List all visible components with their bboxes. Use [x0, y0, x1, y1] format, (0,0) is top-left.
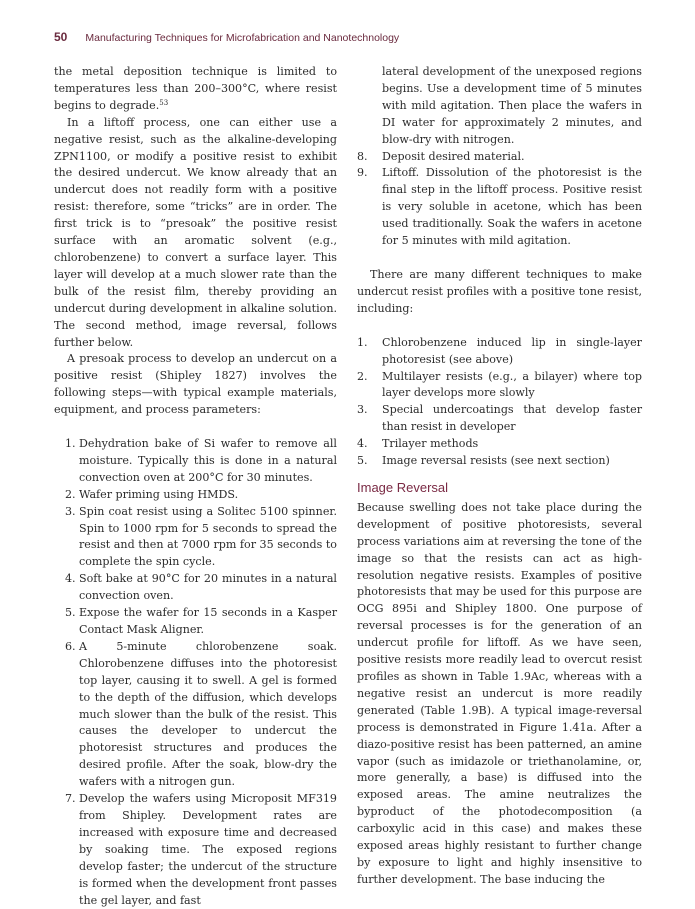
list-item: 7. Develop the wafers using Microposit MF319 from Shipley. Development rates are increased with exposure time and decreased by soaking time. The exposed regions develop faster; the undercut of the structure is formed when the development front passes the gel layer, and fast: [65, 792, 337, 907]
step-7-continuation: lateral development of the unexposed regions begins. Use a development time of 5 minutes with mild agitation. Then place the wafers in DI water for approximately 2 minutes, and blow-dry with nitrogen.: [382, 65, 642, 146]
paragraph-degrade: the metal deposition technique is limited to temperatures less than 200–300°C, where resist begins to degrade.$^{53}$: [54, 65, 337, 112]
running-header: [54, 30, 399, 48]
paragraph-liftoff: In a liftoff process, one can either use a negative resist, such as the alkaline-developing ZPN1100, or modify a positive resist to exhibit the desired undercut. We know already that an undercut does not readily form with a positive resist: therefore, some “tricks” are in order. The first trick is to “presoak” the positive resist surface with an aromatic solvent (e.g., chlorobenzene) to convert a surface layer. This layer will develop at a much slower rate than the bulk of the resist film, thereby providing an undercut during development in alkaline solution. The second method, image reversal, follows further below.: [54, 115, 337, 349]
left-column: [54, 64, 337, 909]
running-title: Manufacturing Techniques for Microfabrication and Nanotechnology: [85, 32, 400, 44]
paragraph-image-reversal: Because swelling does not take place during the development of positive photoresists, several process variations aim at reversing the tone of the image so that the resists can act as high-resolution negative resists. Examples of positive photoresists that may be used for this purpose are OCG 895i and Shipley 1800. One purpose of reversal processes is for the generation of an undercut profile for liftoff. As we have seen, positive resists more readily lead to overcut resist profiles as shown in Table 1.9Ac, whereas with a negative resist an undercut is more readily generated (Table 1.9B). A typical image-reversal process is demonstrated in Figure 1.41a. After a diazo-positive resist has been patterned, an amine vapor (such as imidazole or triethanolamine, or, more generally, a base) is diffused into the exposed areas. The amine neutralizes the byproduct of the photodecomposition (a carboxylic acid in this case) and makes these exposed areas highly resistant to further change by exposure to light and highly insensitive to further development. The base inducing the: [357, 500, 642, 886]
list-item: 2. Wafer priming using HMDS.: [65, 487, 239, 501]
liftoff-steps-list: [357, 149, 642, 250]
list-item: 8. Deposit desired material.: [357, 149, 525, 163]
list-item: 5. Expose the wafer for 15 seconds in a Kasper Contact Mask Aligner.: [65, 606, 337, 636]
reference-53: 53: [159, 98, 169, 107]
list-item: 1. Chlorobenzene induced lip in single-layer photoresist (see above): [357, 335, 642, 366]
list-item: 9. Liftoff. Dissolution of the photoresist is the final step in the liftoff process. Positive resist is very soluble in acetone, which has been used traditionally. Soak the wafers in acetone for 5 minutes with mild agitation.: [357, 166, 642, 248]
list-item: 3. Special undercoatings that develop faster than resist in developer: [357, 403, 642, 434]
list-item: 4. Trilayer methods: [357, 437, 479, 451]
list-item: 5. Image reversal resists (see next section): [357, 454, 610, 468]
right-column: [357, 64, 642, 889]
section-heading-image-reversal: Image Reversal: [357, 479, 449, 495]
list-item: 4. Soft bake at 90°C for 20 minutes in a natural convection oven.: [65, 572, 337, 603]
list-item: 1. Dehydration bake of Si wafer to remove all moisture. Typically this is done in a natural convection oven at 200°C for 30 minutes.: [65, 437, 337, 484]
techniques-list: [357, 335, 642, 470]
paragraph-techniques: There are many different techniques to make undercut resist profiles with a positive tone resist, including:: [357, 267, 642, 315]
list-item: 6. A 5-minute chlorobenzene soak. Chlorobenzene diffuses into the photoresist top layer, causing it to swell. A gel is formed to the depth of the diffusion, which develops much slower than the bulk of the resist. This causes the developer to undercut the photoresist structures and produces the desired profile. After the soak, blow-dry the wafers with a nitrogen gun.: [65, 639, 337, 789]
list-item: 2. Multilayer resists (e.g., a bilayer) where top layer develops more slowly: [357, 369, 642, 400]
list-item: 3. Spin coat resist using a Solitec 5100 spinner. Spin to 1000 rpm for 5 seconds to spread the resist and then at 7000 rpm for 35 seconds to complete the spin cycle.: [65, 504, 337, 569]
paragraph-presoak: A presoak process to develop an undercut on a positive resist (Shipley 1827) involves the following steps—with typical example materials, equipment, and process parameters:: [54, 352, 337, 417]
page-number: 50: [54, 30, 68, 44]
presoak-steps-list: [54, 436, 337, 909]
